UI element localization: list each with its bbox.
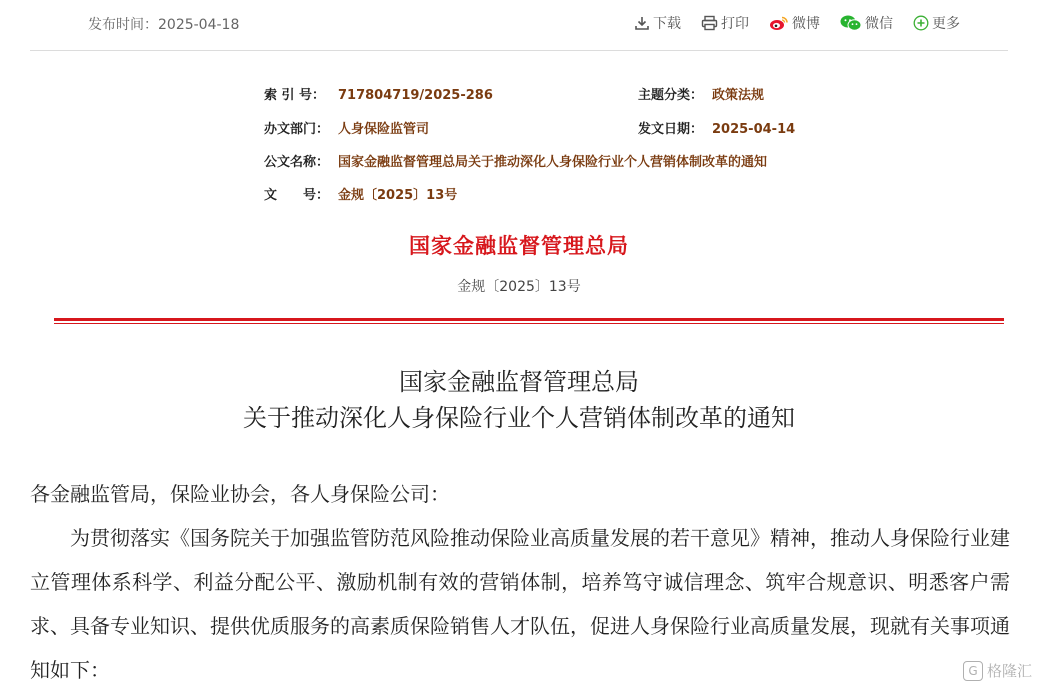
publish-time: 发布时间：2025-04-18 bbox=[88, 17, 240, 33]
watermark bbox=[963, 660, 1032, 681]
weibo-icon bbox=[769, 15, 789, 31]
more-label: 更多 bbox=[932, 16, 960, 32]
wechat-label: 微信 bbox=[865, 16, 893, 32]
meta-name-row bbox=[264, 151, 767, 170]
watermark-text: 格隆汇 bbox=[986, 662, 1032, 680]
meta-num-value: 金规〔2025〕13号 bbox=[338, 188, 458, 203]
title-line-1: 国家金融监督管理总局 bbox=[399, 368, 639, 396]
download-icon bbox=[634, 15, 650, 31]
meta-num-row bbox=[264, 184, 457, 203]
print-label: 打印 bbox=[721, 16, 749, 32]
document-number: 金规〔2025〕13号 bbox=[457, 279, 581, 295]
print-button[interactable] bbox=[701, 13, 749, 33]
watermark-logo-icon: G bbox=[963, 661, 983, 681]
meta-date-value: 2025-04-14 bbox=[712, 122, 796, 137]
meta-name-label: 公文名称： bbox=[264, 155, 330, 170]
document-body bbox=[30, 472, 1010, 692]
meta-dept-value: 人身保险监管司 bbox=[338, 122, 430, 137]
meta-topic-value: 政策法规 bbox=[712, 88, 765, 103]
print-icon bbox=[701, 15, 718, 31]
meta-index-value: 717804719/2025-286 bbox=[338, 88, 493, 103]
plus-circle-icon bbox=[913, 15, 929, 31]
salutation: 各金融监管局，保险业协会，各人身保险公司： bbox=[30, 482, 450, 506]
red-divider-thin bbox=[54, 323, 1004, 324]
wechat-share-button[interactable] bbox=[840, 13, 893, 33]
meta-topic-row bbox=[638, 84, 764, 103]
top-bar bbox=[30, 0, 1008, 51]
wechat-icon bbox=[840, 15, 862, 31]
issuing-agency: 国家金融监督管理总局 bbox=[409, 234, 629, 258]
share-toolbar bbox=[634, 13, 960, 33]
weibo-label: 微博 bbox=[792, 16, 820, 32]
paragraph: 为贯彻落实《国务院关于加强监管防范风险推动保险业高质量发展的若干意见》精神，推动人身保险行业建立管理体系科学、利益分配公平、激励机制有效的营销体制，培养笃守诚信理念、筑牢合规意识、明悉客户需求、具备专业知识、提供优质服务的高素质保险销售人才队伍，促进人身保险行业高质量发展，现就有关事项通知如下： bbox=[30, 526, 1010, 682]
document-title bbox=[0, 364, 1038, 436]
more-button[interactable] bbox=[913, 13, 960, 33]
download-label: 下载 bbox=[653, 16, 681, 32]
weibo-share-button[interactable] bbox=[769, 13, 820, 33]
meta-index-row bbox=[264, 84, 493, 103]
meta-date-row bbox=[638, 118, 795, 137]
meta-index-label: 索 引 号： bbox=[264, 88, 326, 103]
meta-num-label: 文 号： bbox=[264, 188, 330, 203]
meta-dept-row bbox=[264, 118, 429, 137]
red-divider bbox=[54, 318, 1004, 321]
download-button[interactable] bbox=[634, 13, 681, 33]
meta-dept-label: 办文部门： bbox=[264, 122, 330, 137]
meta-date-label: 发文日期： bbox=[638, 122, 704, 137]
meta-name-value: 国家金融监督管理总局关于推动深化人身保险行业个人营销体制改革的通知 bbox=[338, 155, 768, 170]
title-line-2: 关于推动深化人身保险行业个人营销体制改革的通知 bbox=[243, 404, 795, 432]
meta-topic-label: 主题分类： bbox=[638, 88, 704, 103]
